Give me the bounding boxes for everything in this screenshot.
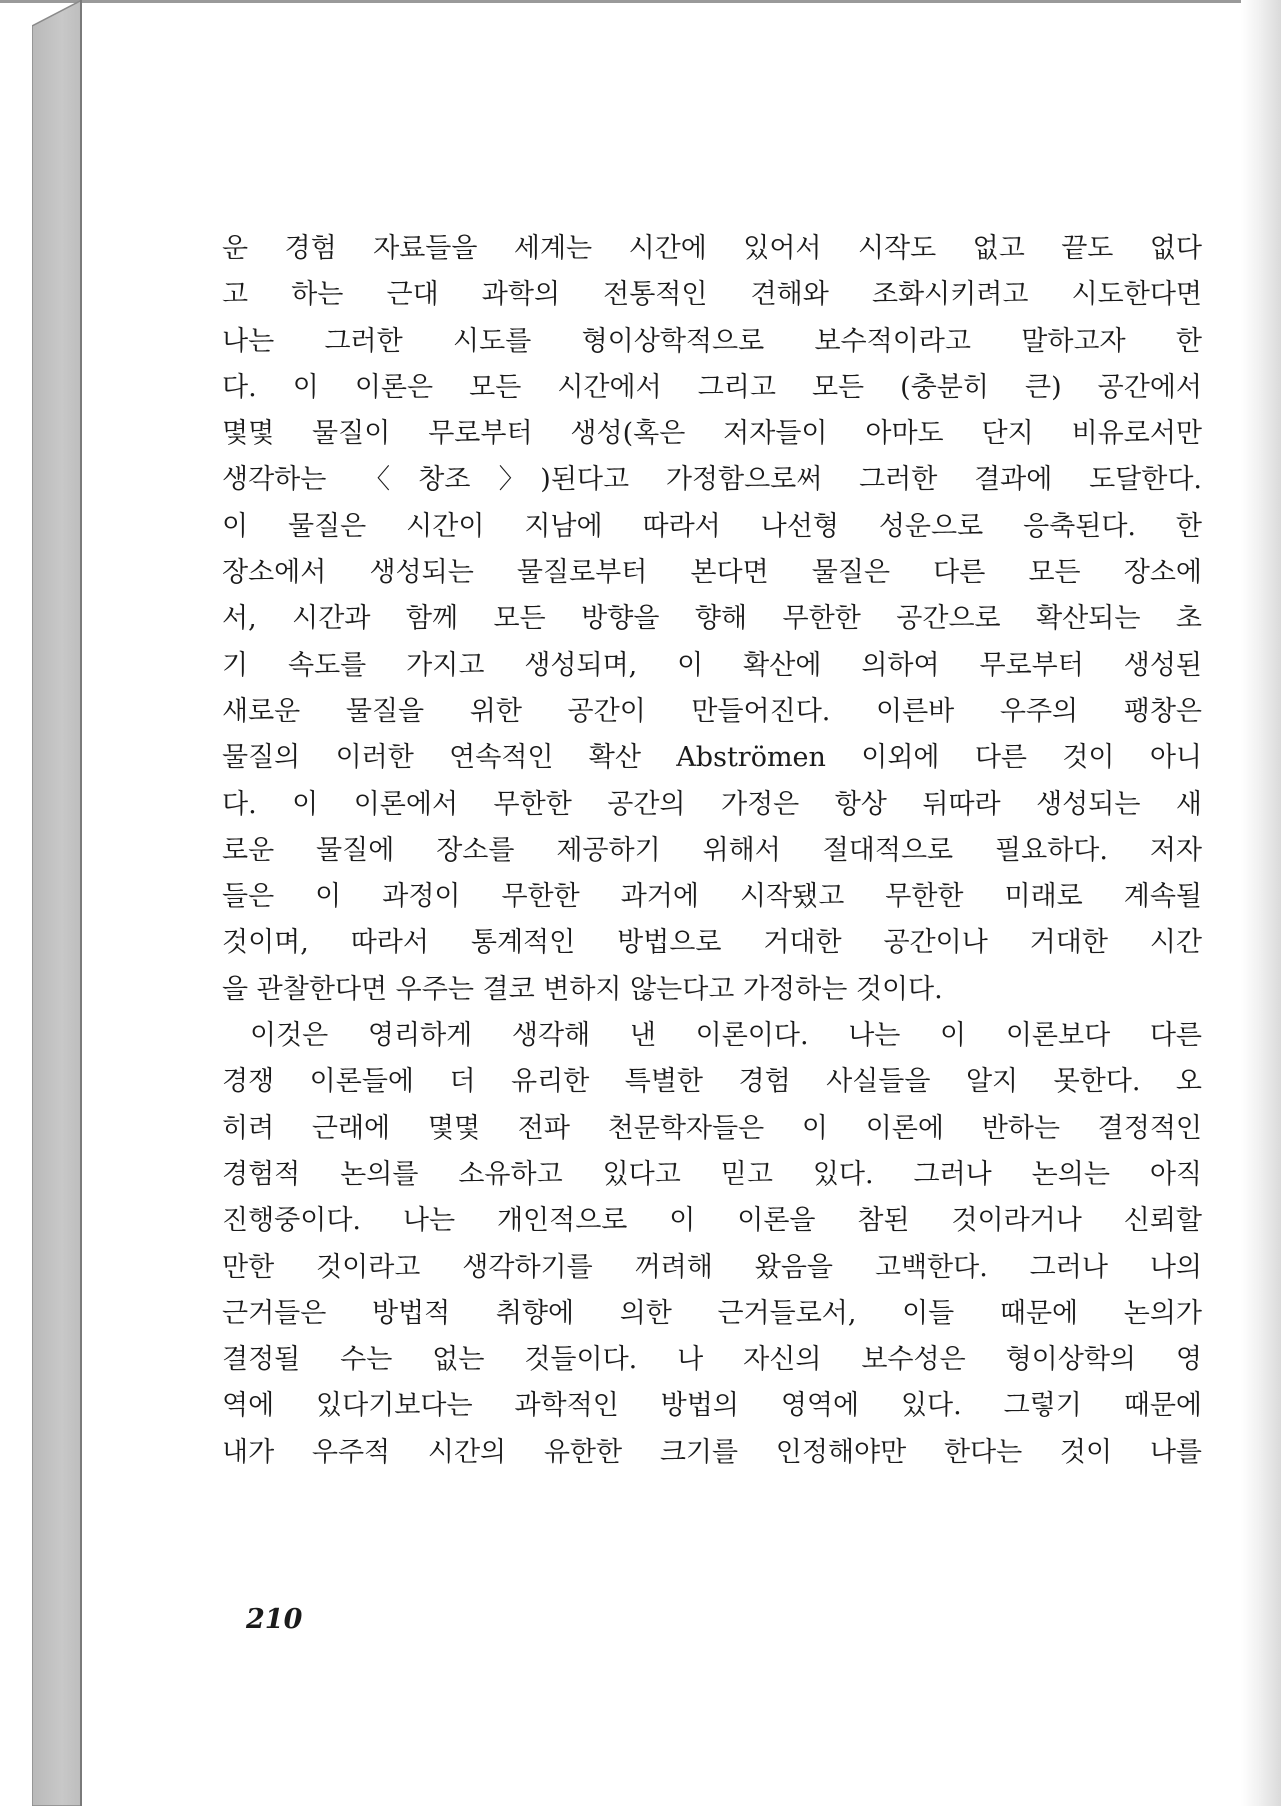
- page-right-edge-shadow: [1241, 0, 1281, 1806]
- book-page: [82, 0, 1242, 1806]
- body-text: [222, 226, 1202, 1476]
- text-line: 역에 있다기보다는 과학적인 방법의 영역에 있다. 그렇기 때문에: [222, 1390, 1202, 1422]
- text-line: 생각하는 〈창조〉)된다고 가정함으로써 그러한 결과에 도달한다.: [222, 464, 1202, 496]
- text-line: 이 물질은 시간이 지남에 따라서 나선형 성운으로 응축된다. 한: [222, 510, 1202, 542]
- text-line: 서, 시간과 함께 모든 방향을 향해 무한한 공간으로 확산되는 초: [222, 603, 1202, 635]
- text-line: 새로운 물질을 위한 공간이 만들어진다. 이른바 우주의 팽창은: [222, 695, 1202, 727]
- text-line: 들은 이 과정이 무한한 과거에 시작됐고 무한한 미래로 계속될: [222, 881, 1202, 913]
- text-line: 기 속도를 가지고 생성되며, 이 확산에 의하여 무로부터 생성된: [222, 649, 1202, 681]
- text-line: 로운 물질에 장소를 제공하기 위해서 절대적으로 필요하다. 저자: [222, 834, 1202, 866]
- text-line: 다. 이 이론에서 무한한 공간의 가정은 항상 뒤따라 생성되는 새: [222, 788, 1202, 820]
- book-spine-shape: [32, 0, 82, 1806]
- text-line: 이것은 영리하게 생각해 낸 이론이다. 나는 이 이론보다 다른: [250, 1020, 1202, 1052]
- paragraph: [222, 226, 1202, 1013]
- page-number: 210: [246, 1604, 303, 1635]
- text-line: 진행중이다. 나는 개인적으로 이 이론을 참된 것이라거나 신뢰할: [222, 1205, 1202, 1237]
- text-line: 것이며, 따라서 통계적인 방법으로 거대한 공간이나 거대한 시간: [222, 927, 1202, 959]
- text-line: 장소에서 생성되는 물질로부터 본다면 물질은 다른 모든 장소에: [222, 557, 1202, 589]
- paragraph: [222, 1013, 1202, 1476]
- text-line: 물질의 이러한 연속적인 확산 Abströmen 이외에 다른 것이 아니: [222, 742, 1202, 774]
- text-line: 운 경험 자료들을 세계는 시간에 있어서 시작도 없고 끝도 없다: [222, 233, 1202, 264]
- text-line: 만한 것이라고 생각하기를 꺼려해 왔음을 고백한다. 그러나 나의: [222, 1251, 1202, 1283]
- text-line: 히려 근래에 몇몇 전파 천문학자들은 이 이론에 반하는 결정적인: [222, 1112, 1202, 1144]
- text-line: 나는 그러한 시도를 형이상학적으로 보수적이라고 말하고자 한: [222, 325, 1202, 357]
- book-spine: [32, 0, 82, 1806]
- text-line: 몇몇 물질이 무로부터 생성(혹은 저자들이 아마도 단지 비유로서만: [222, 418, 1202, 450]
- text-line: 결정될 수는 없는 것들이다. 나 자신의 보수성은 형이상학의 영: [222, 1344, 1202, 1376]
- text-line: 고 하는 근대 과학의 전통적인 견해와 조화시키려고 시도한다면: [222, 279, 1202, 311]
- text-line: 내가 우주적 시간의 유한한 크기를 인정해야만 한다는 것이 나를: [222, 1436, 1202, 1468]
- text-line: 다. 이 이론은 모든 시간에서 그리고 모든 (충분히 큰) 공간에서: [222, 371, 1202, 403]
- text-line: 경쟁 이론들에 더 유리한 특별한 경험 사실들을 알지 못한다. 오: [222, 1066, 1202, 1098]
- text-line: 근거들은 방법적 취향에 의한 근거들로서, 이들 때문에 논의가: [222, 1297, 1202, 1329]
- text-line: 을 관찰한다면 우주는 결코 변하지 않는다고 가정하는 것이다.: [222, 973, 943, 1005]
- text-line: 경험적 논의를 소유하고 있다고 믿고 있다. 그러나 논의는 아직: [222, 1158, 1202, 1190]
